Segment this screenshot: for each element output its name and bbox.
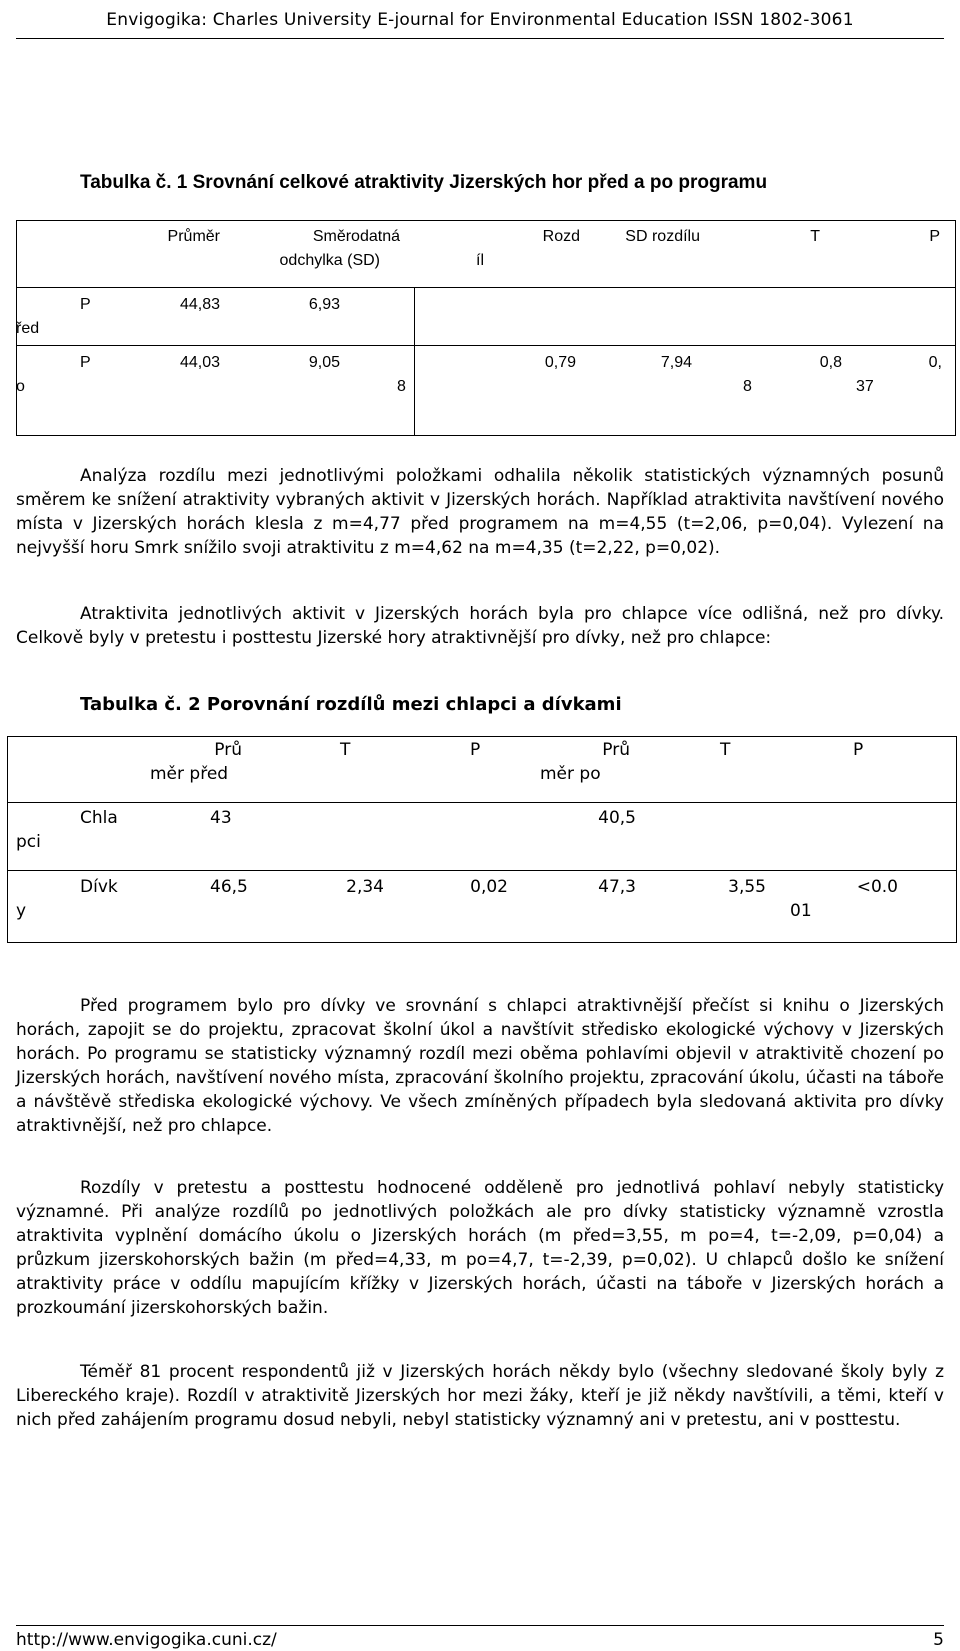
t1-row2-sd-diff-wrap: 8 [743,378,752,395]
t2-row2-before: 46,5 [210,877,248,897]
t2-header-before-wrap: měr před [150,764,229,784]
t2-header-t1: T [340,740,351,760]
table2-border [7,870,957,871]
t1-header-p: P [929,228,940,245]
header-rule [16,38,944,39]
t2-row2-p2: <0.0 [856,877,898,897]
t2-row1-label: Chla [80,808,118,828]
t2-header-t2: T [720,740,731,760]
t2-row2-t2: 3,55 [728,877,766,897]
paragraph: Před programem bylo pro dívky ve srovnání s chlapci atraktivnější přečíst si knihu o Jizerských horách, zapojit se do projektu, zpracovat školní úkol a navštívit středisko ekologické výchovy v Jizerských horách. Po programu se statisticky významný rozdíl mezi oběma pohlavími objevil v atraktivitě chození po Jizerských horách, navštívení nového místa, zpracování školního projektu, zpracování úkolu, účasti na táboře a návštěvě střediska ekologické výchovy. Ve všech zmíněných případech byla sledovaná aktivita pro dívky atraktivnější, než pro chlapce. [16,996,944,1136]
t2-header-p1: P [470,740,481,760]
t1-row2-label: P [80,354,91,371]
t1-row1-label: P [80,296,91,313]
t2-header-after: Prů [602,740,630,760]
t1-row2-sd-wrap: 8 [397,378,406,395]
table1-border [16,345,956,346]
paragraph: Analýza rozdílu mezi jednotlivými položkami odhalila několik statistických významných posunů směrem ke snížení atraktivity vybraných aktivit v Jizerských horách. Například atraktivita navštívení nového místa v Jizerských horách klesla z m=4,77 před programem na m=4,55 (t=2,06, p=0,04). Vylezení na nejvyšší horu Smrk snížilo svoji atraktivitu z m=4,62 na m=4,35 (t=2,22, p=0,02). [16,466,944,558]
table2-border [7,942,957,943]
t2-row1-label-wrap: pci [16,832,41,852]
table1-caption: Tabulka č. 1 Srovnání celkové atraktivity Jizerských hor před a po programu [80,172,768,193]
table2-border [7,736,957,737]
paragraph: Rozdíly v pretestu a posttestu hodnocené odděleně pro jednotlivá pohlaví nebyly statisticky významné. Při analýze rozdílů po jednotlivých položkách ale pro dívky statisticky významně vzrostla atraktivita vyplnění domácího úkolu o Jizerských horách (m před=3,55, m po=4, t=-2,09, p=0,04) a průzkum jizerskohorských bažin (m před=4,33, m po=4,7, t=-2,39, p=0,02). U chlapců došlo ke snížení atraktivity práce v oddílu mapujícím křížky v Jizerských horách, účasti na táboře v Jizerských horách a prozkoumání jizerskohorských bažin. [16,1178,944,1318]
journal-header: Envigogika: Charles University E-journal for Environmental Education ISSN 1802-3061 [106,10,854,30]
t2-row2-label: Dívk [80,877,118,897]
table2-border [7,802,957,803]
table1-border [414,287,415,435]
t2-header-before: Prů [214,740,242,760]
table2-border [7,736,8,942]
t2-header-after-wrap: měr po [540,764,601,784]
t1-row2-t-wrap: 37 [856,378,874,395]
t1-header-diff-wrap: íl [476,252,484,269]
t1-row2-mean: 44,03 [179,354,220,371]
table1-border [955,220,956,435]
t2-row2-label-wrap: y [16,901,27,921]
table2-caption: Tabulka č. 2 Porovnání rozdílů mezi chlapci a dívkami [80,694,622,715]
t1-header-t: T [810,228,820,245]
t1-row2-sd: 9,05 [308,354,340,371]
paragraph: Atraktivita jednotlivých aktivit v Jizerských horách byla pro chlapce více odlišná, než pro dívky. Celkově byly v pretestu i posttestu Jizerské hory atraktivnější pro dívky, než pro chlapce: [16,604,944,648]
t2-header-p2: P [853,740,864,760]
t2-row1-before: 43 [210,808,232,828]
t1-row1-mean: 44,83 [179,296,220,313]
t1-row2-p: 0, [928,354,942,371]
t2-row2-p2-wrap: 01 [790,901,812,921]
t1-header-sd-wrap: odchylka (SD) [279,252,380,269]
t2-row2-t1: 2,34 [346,877,384,897]
t1-row1-label-wrap: řed [16,320,40,337]
t1-row2-label-wrap: o [16,378,25,395]
table1-border [16,220,956,221]
page-number: 5 [933,1630,944,1650]
t1-row2-diff: 0,79 [544,354,576,371]
t1-header-sd: Směrodatná [312,228,400,245]
t1-header-diff: Rozd [542,228,580,245]
t1-header-sd-diff: SD rozdílu [625,228,700,245]
t1-row2-sd-diff: 7,94 [660,354,692,371]
paragraph: Téměř 81 procent respondentů již v Jizerských horách někdy bylo (všechny sledované školy byly z Libereckého kraje). Rozdíl v atraktivitě Jizerských hor mezi žáky, kteří je již někdy navštívili, a těmi, kteří v nich před zahájením programu dosud nebyli, nebyl statisticky významný ani v pretestu, ani v posttestu. [16,1362,944,1430]
t2-row2-p1: 0,02 [470,877,508,897]
footer-url-link[interactable]: http://www.envigogika.cuni.cz/ [16,1630,277,1650]
t1-header-mean: Průměr [167,228,220,245]
table2-border [956,736,957,942]
t2-row1-after: 40,5 [598,808,636,828]
table1-border [16,435,956,436]
t1-row2-t: 0,8 [819,354,842,371]
t2-row2-after: 47,3 [598,877,636,897]
footer-rule [16,1625,944,1626]
table1-border [16,287,956,288]
t1-row1-sd: 6,93 [308,296,340,313]
